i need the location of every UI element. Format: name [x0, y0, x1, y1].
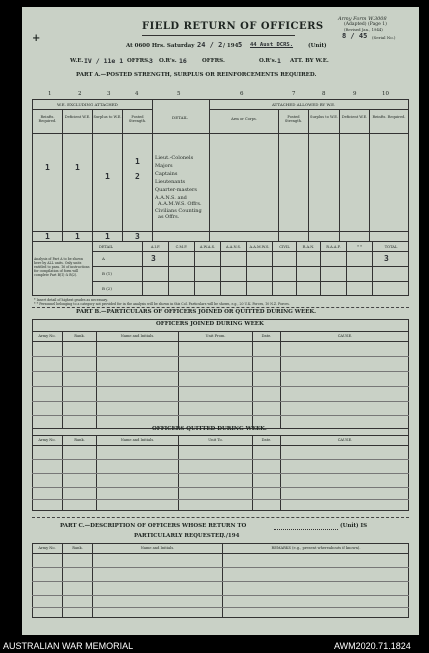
col-number: 4 [135, 91, 139, 97]
adapted-label: (Adapted) (Page 1) [344, 22, 387, 27]
joined-col-header: Army No. [38, 334, 56, 338]
offrs-label: OFFRS. [127, 58, 150, 64]
joined-col-header: Date. [261, 334, 272, 338]
analysis-header: A.W.A.S. [199, 245, 216, 249]
part-c-col-header: REMARKS (e.g., present whereabouts if known). [271, 546, 361, 550]
total-deficient: 1 [75, 232, 80, 241]
rank-label: Lieut.-Colonels [155, 155, 194, 161]
analysis-header: R.A.N. [302, 245, 315, 249]
analysis-header: CIVIL [279, 245, 290, 249]
value-deficient: 1 [75, 163, 80, 172]
col-header-deficient-att: Deficient W.E. [341, 115, 368, 119]
analysis-total-value: 3 [384, 254, 389, 263]
part-c-date-blank: / /194 [222, 533, 240, 539]
col-header-reinfts: Reinfts. Required. [38, 115, 57, 123]
rank-label: A.A.N.S. and [155, 195, 187, 201]
year-prefix: / 194 [223, 43, 239, 49]
rank-label: Quarter-masters [155, 187, 197, 193]
analysis-header: R.A.A.F. [326, 245, 341, 249]
we-excluding-header: W.E. EXCLUDING ATTACHED [57, 102, 118, 107]
joined-col-header: Unit From. [205, 334, 226, 338]
we-value: IV / 11e 1 [84, 57, 124, 65]
col-header-deficient: Deficient W.E. [64, 115, 91, 119]
joined-col-header: CAUSE. [337, 334, 353, 338]
col-number: 1 [48, 91, 52, 97]
analysis-header: TOTAL [384, 245, 398, 249]
rank-label: Captains [155, 171, 178, 177]
analysis-header: DETAIL [98, 245, 114, 249]
corner-marker: + [32, 33, 41, 44]
part-b-title: PART B.—PARTICULARS OF OFFICERS JOINED OR QUITTED DURING WEEK. [76, 309, 317, 315]
form-sheet [22, 7, 419, 635]
col-header-posted-att: Posted Strength. [284, 115, 303, 123]
footnote-1: * Insert detail of highest grades as necessary. [34, 298, 108, 302]
analysis-row-label: B (1) [102, 271, 112, 276]
quitted-col-header: Unit To. [208, 438, 223, 442]
attached-allowed-header: ATTACHED ALLOWED BY W.E. [272, 102, 336, 107]
serial-label: (Serial No.) [372, 35, 396, 40]
total-reinfts: 1 [45, 232, 50, 241]
att-label: ATT. BY W.E. [290, 58, 329, 64]
offrs-value: 3 [149, 57, 153, 65]
col-number: 10 [382, 91, 389, 97]
col-header-surplus: Surplus to W.E. [93, 115, 122, 119]
value-reinfts: 1 [45, 163, 50, 172]
part-c-col-header: Name and Initials. [140, 546, 175, 550]
col-number: 6 [240, 91, 244, 97]
att-value: 1 [277, 57, 281, 65]
analysis-header: * * [357, 245, 362, 249]
revised-label: (Revised Jan., 1944) [344, 27, 383, 32]
part-c-title: PART C.—DESCRIPTION OF OFFICERS WHOSE RETURN TO [60, 523, 247, 529]
footnote-2: * * Personnel belonging to a category not provided for in the analysis will be shown in this Col. Particulars will be shown, e.g., 20 U.K. Forces, 10 N.Z. Forces. [34, 302, 290, 306]
part-c-col-header: Rank. [72, 546, 83, 550]
analysis-header: A.I.F. [150, 245, 161, 249]
col-number: 9 [353, 91, 357, 97]
value-posted-a: 1 [135, 157, 140, 166]
analysis-header: A.A.N.S. [225, 245, 241, 249]
analysis-note: Analysis of Part A to be shown here by ALL units. Only units entitled to para. 16 of instructions for compilation of form will complete Part B(1) & B(2). [34, 257, 90, 277]
quitted-col-header: Date. [261, 438, 272, 442]
quitted-col-header: CAUSE. [337, 438, 353, 442]
form-title: FIELD RETURN OF OFFICERS [142, 21, 324, 32]
we-label: W.E. [70, 58, 84, 64]
col-number: 8 [322, 91, 326, 97]
analysis-row-label: A [102, 256, 105, 261]
joined-col-header: Name and Initials. [120, 334, 155, 338]
col-number: 2 [78, 91, 82, 97]
total-surplus: 1 [105, 232, 110, 241]
col-header-reinfts-att: Reinfts. Required. [372, 115, 406, 119]
quitted-title: OFFICERS QUITTED DURING WEEK. [152, 426, 267, 432]
offrs2-label: OFFRS. [202, 58, 225, 64]
part-c-unit-label: (Unit) IS [340, 523, 368, 529]
rank-label: Majors [155, 163, 173, 169]
army-form-number: Army Form W.3008 [338, 16, 387, 22]
rank-label: Lieutenants [155, 179, 186, 185]
col-header-posted: Posted Strength. [128, 115, 147, 123]
value-posted-b: 2 [135, 172, 140, 181]
total-posted: 3 [135, 232, 140, 241]
analysis-aif-value: 3 [151, 254, 156, 263]
footer-institution: AUSTRALIAN WAR MEMORIAL [3, 641, 134, 651]
rank-label: Civilians Counting [155, 208, 202, 214]
analysis-header: C.M.F. [175, 245, 188, 249]
footer-accession-number: AWM2020.71.1824 [334, 641, 411, 651]
quitted-col-header: Name and Initials. [120, 438, 155, 442]
value-surplus: 1 [105, 172, 110, 181]
detail-header: DETAIL [172, 115, 188, 120]
serial-value: 8 / 45 [342, 32, 368, 40]
rank-label: A.A.M.W.S. Offrs. [158, 201, 202, 207]
quitted-col-header: Army No. [38, 438, 56, 442]
col-header-surplus-att: Surplus to W.E. [310, 115, 338, 119]
col-number: 7 [292, 91, 296, 97]
col-number: 5 [177, 91, 181, 97]
col-number: 3 [107, 91, 111, 97]
quitted-col-header: Rank. [74, 438, 85, 442]
ors2-label: O.R's. [259, 58, 277, 64]
unit-value: 44 Aust DCRS. [250, 42, 294, 48]
unit-label: (Unit) [308, 43, 327, 49]
at-hours-label: At 0600 Hrs. Saturday [126, 43, 195, 49]
col-header-arm-corps: Arm or Corps. [231, 117, 257, 121]
ors-value: 16 [179, 57, 187, 65]
part-c-requested: PARTICULARLY REQUESTED. [134, 533, 226, 539]
joined-col-header: Rank. [74, 334, 85, 338]
analysis-header: A.A.M.W.S. [249, 245, 270, 249]
rank-label: as Offrs. [158, 214, 180, 220]
year-value: 5 [238, 41, 243, 49]
archive-footer [0, 641, 429, 653]
ors-label: O.R's. [159, 58, 177, 64]
date-value: 24 / 2 [197, 41, 223, 49]
joined-title: OFFICERS JOINED DURING WEEK [156, 321, 264, 327]
part-c-col-header: Army No. [38, 546, 56, 550]
part-a-title: PART A.—POSTED STRENGTH, SURPLUS OR REINFORCEMENTS REQUIRED. [76, 72, 317, 78]
analysis-row-label: B (2) [102, 286, 112, 291]
